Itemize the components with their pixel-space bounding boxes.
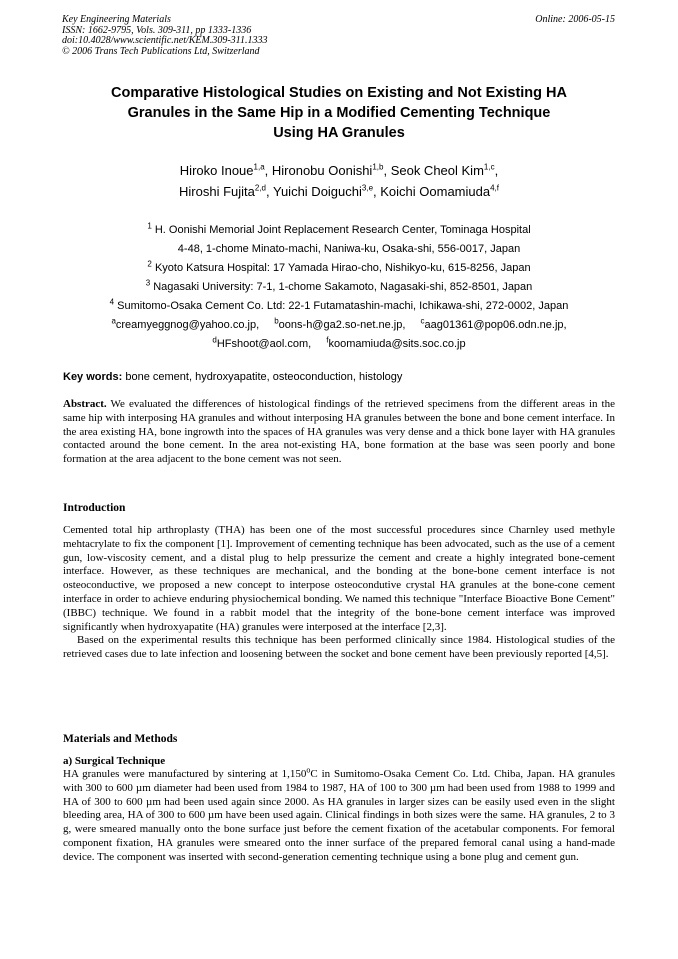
- affiliation-3: [60, 278, 618, 297]
- introduction-paragraph-2: Based on the experimental results this technique has been performed clinically since 1984. Histological studies of the retrieved cases due to late infection and loosening between the socket and bone cement have been previously reported [4,5].: [63, 634, 615, 661]
- email-d: HFshoot@aol.com,: [216, 338, 312, 350]
- email-key: d: [212, 335, 217, 345]
- author-sup: 2,d: [254, 183, 266, 193]
- title-line-3: Using HA Granules: [273, 125, 405, 141]
- affiliation-number: 2: [147, 259, 152, 269]
- title-line-2: Granules in the Same Hip in a Modified Cementing Technique: [127, 105, 551, 121]
- authors-line-1: Hiroko Inoue$^{1,a}$, Hironobu Oonishi$^{1,b}$, Seok Cheol Kim$^{1,c}$,: [179, 162, 499, 178]
- keywords: [63, 370, 618, 384]
- affiliations: [60, 221, 618, 316]
- author-name: Hiroko Inoue: [179, 163, 254, 178]
- title-line-1: Comparative Histological Studies on Existing and Not Existing HA: [110, 85, 567, 101]
- copyright-line: © 2006 Trans Tech Publications Ltd, Switzerland: [62, 45, 260, 57]
- affiliation-number: 3: [145, 278, 151, 288]
- abstract-label: Abstract.: [63, 398, 107, 410]
- abstract-text: We evaluated the differences of histological findings of the retrieved specimens from the different areas in the same hip with interposing HA granules and without interposing HA granules between the bone and bone cement interface. In the area existing HA, bone ingrowth into the spaces of HA granules was very dense and a thick bone layer with HA granules contacted around the bone cement. In the area not-existing HA, bone formation at the base was seen poorly and bone formation at the area adjacent to the bone cement was not seen.: [63, 398, 616, 466]
- email-b: oons-h@ga2.so-net.ne.jp,: [278, 319, 406, 331]
- affiliation-text: Kyoto Katsura Hospital: 17 Yamada Hirao-cho, Nishikyo-ku, 615-8256, Japan: [154, 262, 531, 274]
- methods-text-b: C in Sumitomo-Osaka Cement Co. Ltd. Chiba, Japan. HA granules with 300 to 600 µm diameter had been used from 1984 to 1987, HA of 100 to 300 µm had been used from 1988 to 1999 and HA of 300 to 600 µm had been used again since 2000. As HA granules in larger sizes can be easily used even in the slight bleeding area, HA of 300 to 600 µm have been used again. Clinical findings in both sizes were the same. HA granules, 2 to 3 g, were smeared manually onto the bone surface just before the cement fixation of the acetabular components. For femoral component fixation, HA granules were smeared onto the inner surface of the prepared femoral canal using a hand-made device. The component was inserted with second-generation cementing technique using a bone plug and cement gun.: [63, 768, 615, 863]
- author-sup: 1,b: [372, 162, 384, 172]
- keywords-label: Key words:: [63, 371, 123, 383]
- author-name: Yuichi Doiguchi: [273, 184, 362, 199]
- author-name: Hiroshi Fujita: [179, 184, 255, 199]
- email-a: creamyeggnog@yahoo.co.jp,: [115, 319, 260, 331]
- affiliation-number: 1: [147, 221, 152, 231]
- email-list: [60, 316, 618, 354]
- surgical-technique-heading: a) Surgical Technique: [63, 755, 166, 767]
- author-name: Hironobu Oonishi: [271, 163, 373, 178]
- affiliation-text: H. Oonishi Memorial Joint Replacement Research Center, Tominaga Hospital: [154, 224, 531, 236]
- affiliation-text: Sumitomo-Osaka Cement Co. Ltd: 22-1 Futamatashin-machi, Ichikawa-shi, 272-0002, Japan: [117, 300, 569, 312]
- email-key: a: [111, 316, 116, 326]
- online-date: Online: 2006-05-15: [535, 14, 615, 25]
- introduction-body: [63, 524, 615, 662]
- email-key: f: [326, 335, 329, 345]
- email-key: b: [274, 316, 279, 326]
- author-name: Seok Cheol Kim: [390, 163, 484, 178]
- author-list: [60, 160, 618, 202]
- affiliation-text: Nagasaki University: 7-1, 1-chome Sakamoto, Nagasaki-shi, 852-8501, Japan: [153, 281, 533, 293]
- introduction-heading: Introduction: [63, 502, 126, 514]
- authors-line-2: Hiroshi Fujita$^{2,d}$, Yuichi Doiguchi$^{3,e}$, Koichi Oomamiuda$^{4,f}$: [179, 183, 499, 199]
- affiliation-4: [60, 297, 618, 316]
- surgical-technique-body: [63, 765, 615, 865]
- methods-paragraph-1: [63, 765, 615, 865]
- methods-heading: Materials and Methods: [63, 733, 178, 745]
- emails-line-2: [60, 335, 618, 354]
- affiliation-1: [60, 221, 618, 240]
- degree-sup: o: [306, 765, 311, 775]
- issn-line: ISSN: 1662-9795, Vols. 309-311, pp 1333-1336: [62, 24, 252, 36]
- journal-header: [62, 15, 615, 57]
- affiliation-1-address: 4-48, 1-chome Minato-machi, Naniwa-ku, Osaka-shi, 556-0017, Japan: [177, 243, 521, 255]
- affiliation-number: 4: [109, 297, 115, 307]
- author-sup: 1,c: [483, 162, 495, 172]
- emails-line-1: [60, 316, 618, 335]
- email-key: c: [420, 316, 425, 326]
- keywords-text: bone cement, hydroxyapatite, osteoconduction, histology: [125, 371, 403, 383]
- email-c: aag01361@pop06.odn.ne.jp,: [424, 319, 567, 331]
- doi-line: doi:10.4028/www.scientific.net/KEM.309-311.1333: [62, 35, 268, 46]
- abstract: [63, 398, 615, 467]
- paper-title: [60, 83, 618, 143]
- author-sup: 4,f: [490, 183, 499, 193]
- author-sup: 1,a: [253, 162, 265, 172]
- author-sup: 3,e: [361, 183, 374, 193]
- methods-text-a: HA granules were manufactured by sintering at 1,150: [63, 768, 307, 780]
- introduction-paragraph-1: Cemented total hip arthroplasty (THA) has been one of the most successful procedures since Charnley used methyle mehtacrylate to fix the component [1]. Improvement of cementing technique has been advocated, such as the use of a cement gun, low-viscosity cement, and a distal plug to help pressurize the cement and create a highly integrated bone-cement interface. However, as these techniques are mechanical, and the bonding at the bone-bone cement interface is not osteoconductive, we proposed a new concept to interpose osteocondutive crystal HA granules at the bone-cone cement interface in order to achieve enduring physiochemical bonding. We named this technique "Interface Bioactive Bone Cement" (IBBC) technique. We found in a rabbit model that the integrity of the bone-bone cement interface was improved significantly when hydroxyapatite (HA) granules were interposed at the interface [2,3].: [63, 524, 615, 633]
- journal-name: Key Engineering Materials: [62, 14, 171, 25]
- email-f: koomamiuda@sits.soc.co.jp: [328, 338, 466, 350]
- author-name: Koichi Oomamiuda: [380, 184, 491, 199]
- affiliation-2: [60, 259, 618, 278]
